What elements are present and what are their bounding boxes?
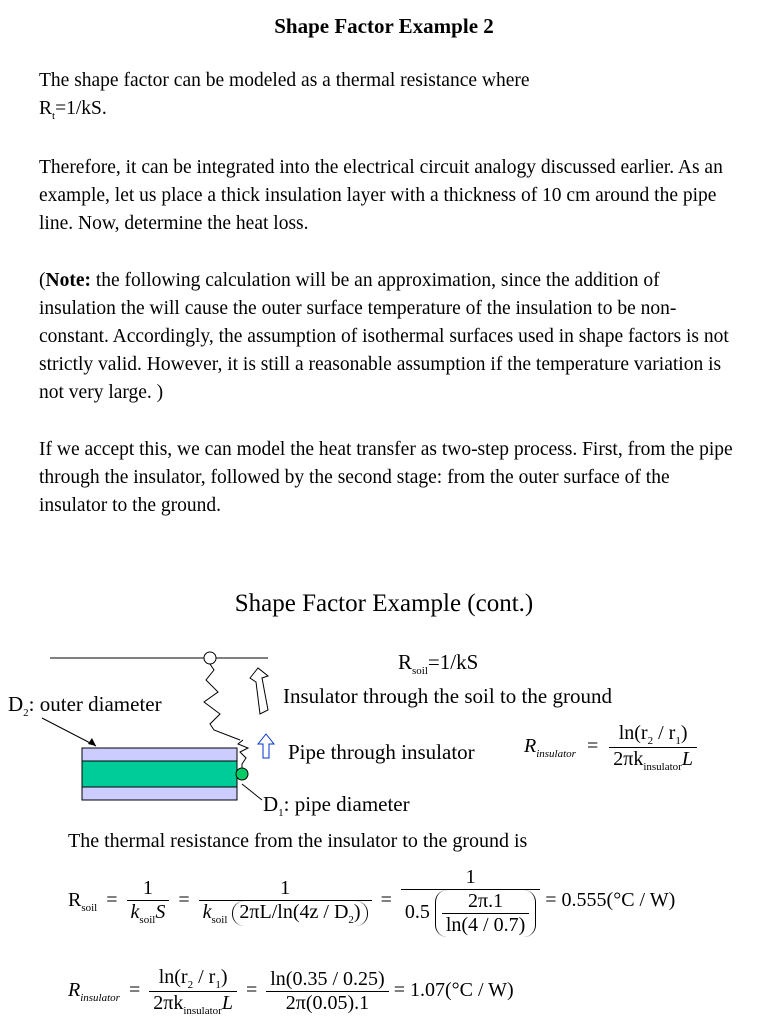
pipe-node <box>236 768 248 780</box>
paragraph-shape-factor <box>39 67 739 130</box>
p1-line1: The shape factor can be modeled as a thermal resistance where <box>39 70 530 91</box>
d2-label: $D_2$: outer diameter <box>8 692 162 720</box>
p1-line2: $R_t=1/kS$. <box>39 98 107 122</box>
rsoil-equation: $R_{soil}$ = $\frac{1}{k_{soil}S}$ = $\frac{1}{k_{soil} 2\pi L/\ln(4z / D_2)}$ = 1 0.5 $\frac{2\pi.1}{\ln(4 / 0.7)}$ = 0.555(°C / W) <box>68 866 676 936</box>
soil-arrow-icon <box>250 668 268 714</box>
paragraph-note: (Note: the following calculation will be an approximation, since the addition of insulation the will cause the outer surface temperature of the insulation to be non-constant. Accordingly, the assumption of isothermal surfaces used in shape factors is not strictly valid. However, it is still a reasonable assumption if the temperature variation is not very large. ) <box>39 270 729 403</box>
paragraph-two-step: If we accept this, we can model the heat transfer as two-step process. First, from the pipe through the insulator, followed by the second stage: from the outer surface of the insulator to the ground. <box>39 439 733 516</box>
slide1-title: Shape Factor Example 2 <box>274 14 494 38</box>
rsoil-label: $R_{soil}=1/kS$ <box>398 650 479 678</box>
insulator-arrow-icon <box>258 734 274 758</box>
note-label: Note: <box>45 270 91 291</box>
d1-pointer <box>242 784 262 800</box>
pipe-through-label: Pipe through insulator <box>288 740 475 764</box>
resistance-text: The thermal resistance from the insulator to the ground is <box>68 830 528 852</box>
rinsulator-equation: $R_{insulator}$ = $\frac{\ln(r_2 / r_1)}{2\pi k_{insulator}L}$ <box>524 722 697 773</box>
pipe-diagram <box>0 640 300 820</box>
rinsulator-numeric-equation: $R_{insulator}$ = $\frac{\ln(r_2 / r_1)}{2\pi k_{insulator}L}$ = $\frac{\ln(0.35 / 0.25)}{2\pi(0.05).1}$ = 1.07(°C / W) <box>68 966 514 1017</box>
d2-pointer <box>42 718 96 746</box>
ground-node <box>204 652 216 664</box>
insulator-resistor <box>238 740 248 772</box>
slide2-title: Shape Factor Example (cont.) <box>234 590 534 617</box>
paragraph-circuit-analogy: Therefore, it can be integrated into the electrical circuit analogy discussed earlier. As an example, let us place a thick insulation layer with a thickness of 10 cm around the pipe line. Now, determine the heat loss. <box>39 157 723 234</box>
soil-resistor <box>204 664 240 740</box>
insulator-soil-label: Insulator through the soil to the ground <box>283 684 612 708</box>
rinsulator-fraction: $\frac{\ln(r_2 / r_1)}{2\pi k_{insulator}L}$ <box>609 722 697 773</box>
d1-label: $D_1$: pipe diameter <box>263 792 410 820</box>
pipe-body <box>82 761 237 787</box>
